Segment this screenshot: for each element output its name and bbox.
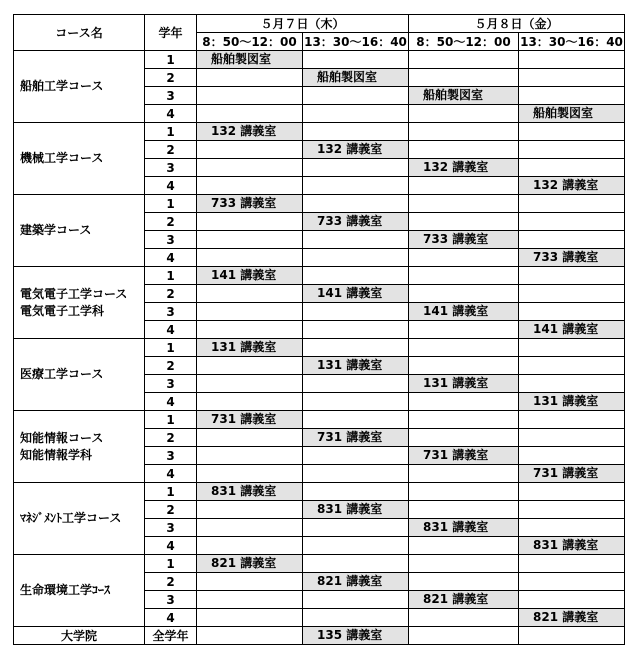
- grade-cell: 3: [145, 87, 197, 105]
- room-label: 131 講義室: [519, 393, 624, 410]
- table-row: [14, 483, 625, 501]
- empty-cell: [519, 51, 625, 69]
- room-label: 831 講義室: [409, 519, 518, 536]
- room-label: 船舶製図室: [409, 87, 518, 104]
- empty-cell: [197, 69, 303, 87]
- room-cell: [519, 177, 625, 195]
- grade-cell: 3: [145, 159, 197, 177]
- empty-cell: [197, 609, 303, 627]
- room-label: 船舶製図室: [197, 51, 302, 68]
- room-cell: [197, 195, 303, 213]
- room-label: 船舶製図室: [519, 105, 624, 122]
- empty-cell: [303, 393, 409, 411]
- empty-cell: [519, 69, 625, 87]
- empty-cell: [409, 339, 519, 357]
- empty-cell: [197, 303, 303, 321]
- empty-cell: [197, 357, 303, 375]
- empty-cell: [409, 249, 519, 267]
- empty-cell: [409, 141, 519, 159]
- table-row: [14, 267, 625, 285]
- empty-cell: [303, 195, 409, 213]
- empty-cell: [197, 285, 303, 303]
- room-label: 131 講義室: [303, 357, 408, 374]
- grade-cell: 全学年: [145, 627, 197, 645]
- empty-cell: [409, 627, 519, 645]
- room-cell: [519, 321, 625, 339]
- room-label: 731 講義室: [409, 447, 518, 464]
- grade-cell: 4: [145, 465, 197, 483]
- room-label: 141 講義室: [303, 285, 408, 302]
- room-label: 141 講義室: [197, 267, 302, 284]
- empty-cell: [303, 591, 409, 609]
- grade-cell: 3: [145, 375, 197, 393]
- grade-cell: 3: [145, 519, 197, 537]
- empty-cell: [409, 393, 519, 411]
- grade-cell: 1: [145, 411, 197, 429]
- table-row: [14, 627, 625, 645]
- empty-cell: [519, 411, 625, 429]
- grade-cell: 4: [145, 321, 197, 339]
- room-cell: [303, 627, 409, 645]
- empty-cell: [303, 267, 409, 285]
- empty-cell: [303, 303, 409, 321]
- empty-cell: [409, 465, 519, 483]
- empty-cell: [303, 177, 409, 195]
- empty-cell: [519, 303, 625, 321]
- room-label: 131 講義室: [409, 375, 518, 392]
- empty-cell: [409, 285, 519, 303]
- room-cell: [197, 411, 303, 429]
- empty-cell: [409, 609, 519, 627]
- grade-cell: 2: [145, 501, 197, 519]
- empty-cell: [409, 501, 519, 519]
- room-cell: [409, 519, 519, 537]
- time-slot-header: 13：30～16：40: [303, 33, 409, 51]
- grade-cell: 1: [145, 339, 197, 357]
- time-slot-header: 13：30～16：40: [519, 33, 625, 51]
- empty-cell: [197, 213, 303, 231]
- grade-cell: 2: [145, 213, 197, 231]
- empty-cell: [409, 555, 519, 573]
- course-name: 医療工学コース: [20, 367, 104, 381]
- empty-cell: [519, 123, 625, 141]
- day-header-may7: ５月７日（木）: [197, 15, 409, 33]
- empty-cell: [197, 249, 303, 267]
- empty-cell: [197, 231, 303, 249]
- empty-cell: [409, 537, 519, 555]
- empty-cell: [303, 375, 409, 393]
- empty-cell: [303, 519, 409, 537]
- grade-cell: 1: [145, 483, 197, 501]
- room-label: 831 講義室: [303, 501, 408, 518]
- empty-cell: [519, 339, 625, 357]
- room-cell: [303, 573, 409, 591]
- room-label: 132 講義室: [409, 159, 518, 176]
- room-label: 131 講義室: [197, 339, 302, 356]
- course-name: 知能情報学科: [20, 447, 93, 462]
- room-cell: [519, 249, 625, 267]
- room-label: 821 講義室: [519, 609, 624, 626]
- empty-cell: [303, 123, 409, 141]
- table-row: [14, 123, 625, 141]
- course-name: 知能情報コース: [20, 430, 104, 445]
- grade-cell: 2: [145, 429, 197, 447]
- grade-cell: 1: [145, 51, 197, 69]
- grade-cell: 4: [145, 609, 197, 627]
- room-cell: [197, 123, 303, 141]
- grade-cell: 2: [145, 69, 197, 87]
- empty-cell: [197, 87, 303, 105]
- empty-cell: [303, 537, 409, 555]
- empty-cell: [197, 465, 303, 483]
- room-cell: [409, 87, 519, 105]
- course-name: 機械工学コース: [20, 151, 104, 165]
- room-label: 831 講義室: [519, 537, 624, 554]
- empty-cell: [197, 105, 303, 123]
- room-cell: [519, 393, 625, 411]
- empty-cell: [409, 51, 519, 69]
- empty-cell: [519, 591, 625, 609]
- empty-cell: [519, 555, 625, 573]
- room-cell: [409, 303, 519, 321]
- room-label: 132 講義室: [519, 177, 624, 194]
- empty-cell: [197, 591, 303, 609]
- grade-cell: 2: [145, 573, 197, 591]
- room-cell: [303, 141, 409, 159]
- empty-cell: [409, 429, 519, 447]
- empty-cell: [197, 375, 303, 393]
- empty-cell: [519, 285, 625, 303]
- grade-cell: 4: [145, 105, 197, 123]
- room-cell: [409, 159, 519, 177]
- room-cell: [519, 465, 625, 483]
- course-name: ﾏﾈｼﾞﾒﾝﾄ工学コース: [20, 511, 122, 525]
- grade-cell: 1: [145, 195, 197, 213]
- empty-cell: [519, 231, 625, 249]
- table-row: [14, 51, 625, 69]
- room-cell: [303, 357, 409, 375]
- room-label: 733 講義室: [303, 213, 408, 230]
- empty-cell: [519, 159, 625, 177]
- course-name-header: コース名: [14, 15, 145, 51]
- room-cell: [303, 501, 409, 519]
- empty-cell: [409, 177, 519, 195]
- room-cell: [519, 609, 625, 627]
- empty-cell: [197, 159, 303, 177]
- course-name: 電気電子工学科: [20, 303, 105, 318]
- empty-cell: [303, 609, 409, 627]
- empty-cell: [519, 573, 625, 591]
- empty-cell: [303, 465, 409, 483]
- room-label: 132 講義室: [303, 141, 408, 158]
- room-cell: [197, 51, 303, 69]
- empty-cell: [409, 573, 519, 591]
- empty-cell: [197, 573, 303, 591]
- empty-cell: [519, 447, 625, 465]
- room-label: 731 講義室: [197, 411, 302, 428]
- room-label: 831 講義室: [197, 483, 302, 500]
- empty-cell: [197, 393, 303, 411]
- empty-cell: [519, 213, 625, 231]
- time-slot-header: 8：50～12：00: [197, 33, 303, 51]
- grade-cell: 4: [145, 177, 197, 195]
- table-row: [14, 339, 625, 357]
- empty-cell: [197, 501, 303, 519]
- room-label: 731 講義室: [303, 429, 408, 446]
- course-name-cell: [14, 267, 145, 339]
- empty-cell: [409, 123, 519, 141]
- empty-cell: [303, 105, 409, 123]
- room-cell: [197, 339, 303, 357]
- grade-cell: 1: [145, 555, 197, 573]
- empty-cell: [519, 501, 625, 519]
- room-cell: [409, 591, 519, 609]
- empty-cell: [519, 357, 625, 375]
- course-name-cell: [14, 51, 145, 123]
- empty-cell: [303, 51, 409, 69]
- room-label: 733 講義室: [519, 249, 624, 266]
- course-name-cell: [14, 123, 145, 195]
- grade-cell: 3: [145, 231, 197, 249]
- grade-cell: 3: [145, 591, 197, 609]
- grade-cell: 2: [145, 357, 197, 375]
- empty-cell: [197, 627, 303, 645]
- empty-cell: [519, 483, 625, 501]
- course-name: 建築学コース: [20, 223, 92, 237]
- empty-cell: [303, 249, 409, 267]
- room-cell: [303, 285, 409, 303]
- grade-cell: 4: [145, 393, 197, 411]
- empty-cell: [197, 177, 303, 195]
- empty-cell: [303, 555, 409, 573]
- grade-cell: 2: [145, 141, 197, 159]
- empty-cell: [303, 321, 409, 339]
- empty-cell: [519, 519, 625, 537]
- room-label: 132 講義室: [197, 123, 302, 140]
- empty-cell: [409, 411, 519, 429]
- empty-cell: [519, 375, 625, 393]
- empty-cell: [303, 231, 409, 249]
- grade-cell: 3: [145, 447, 197, 465]
- table-row: [14, 195, 625, 213]
- grade-header: 学年: [145, 15, 197, 51]
- exam-schedule-table: [13, 14, 625, 645]
- empty-cell: [303, 411, 409, 429]
- room-label: 733 講義室: [197, 195, 302, 212]
- empty-cell: [197, 429, 303, 447]
- empty-cell: [197, 537, 303, 555]
- room-cell: [519, 537, 625, 555]
- room-label: 821 講義室: [197, 555, 302, 572]
- empty-cell: [409, 357, 519, 375]
- empty-cell: [197, 141, 303, 159]
- grade-cell: 1: [145, 267, 197, 285]
- room-label: 船舶製図室: [303, 69, 408, 86]
- empty-cell: [409, 69, 519, 87]
- empty-cell: [197, 447, 303, 465]
- room-label: 733 講義室: [409, 231, 518, 248]
- course-name-cell: 大学院: [14, 627, 145, 645]
- course-name-cell: [14, 411, 145, 483]
- grade-cell: 3: [145, 303, 197, 321]
- grade-cell: 4: [145, 537, 197, 555]
- empty-cell: [409, 483, 519, 501]
- room-label: 731 講義室: [519, 465, 624, 482]
- room-label: 141 講義室: [409, 303, 518, 320]
- empty-cell: [409, 321, 519, 339]
- room-label: 141 講義室: [519, 321, 624, 338]
- empty-cell: [303, 339, 409, 357]
- course-name: 電気電子工学コース: [20, 286, 128, 301]
- empty-cell: [303, 159, 409, 177]
- table-row: [14, 555, 625, 573]
- course-name-cell: [14, 483, 145, 555]
- empty-cell: [409, 213, 519, 231]
- course-name: 生命環境工学ｺｰｽ: [20, 583, 111, 597]
- room-label: 821 講義室: [409, 591, 518, 608]
- course-name: 船舶工学コース: [20, 79, 104, 93]
- course-name-cell: [14, 555, 145, 627]
- empty-cell: [519, 195, 625, 213]
- empty-cell: [519, 87, 625, 105]
- empty-cell: [519, 141, 625, 159]
- grade-cell: 4: [145, 249, 197, 267]
- room-label: 135 講義室: [303, 627, 408, 644]
- room-cell: [409, 375, 519, 393]
- empty-cell: [197, 519, 303, 537]
- course-name-cell: [14, 195, 145, 267]
- room-cell: [197, 483, 303, 501]
- room-cell: [409, 447, 519, 465]
- course-name-cell: [14, 339, 145, 411]
- grade-cell: 1: [145, 123, 197, 141]
- grade-cell: 2: [145, 285, 197, 303]
- room-cell: [303, 429, 409, 447]
- empty-cell: [409, 195, 519, 213]
- empty-cell: [303, 483, 409, 501]
- room-label: 821 講義室: [303, 573, 408, 590]
- empty-cell: [519, 627, 625, 645]
- empty-cell: [303, 87, 409, 105]
- room-cell: [197, 555, 303, 573]
- room-cell: [303, 69, 409, 87]
- time-slot-header: 8：50～12：00: [409, 33, 519, 51]
- empty-cell: [197, 321, 303, 339]
- room-cell: [303, 213, 409, 231]
- room-cell: [519, 105, 625, 123]
- empty-cell: [519, 429, 625, 447]
- empty-cell: [519, 267, 625, 285]
- room-cell: [197, 267, 303, 285]
- table-row: [14, 411, 625, 429]
- room-cell: [409, 231, 519, 249]
- empty-cell: [303, 447, 409, 465]
- day-header-may8: ５月８日（金）: [409, 15, 625, 33]
- empty-cell: [409, 105, 519, 123]
- empty-cell: [409, 267, 519, 285]
